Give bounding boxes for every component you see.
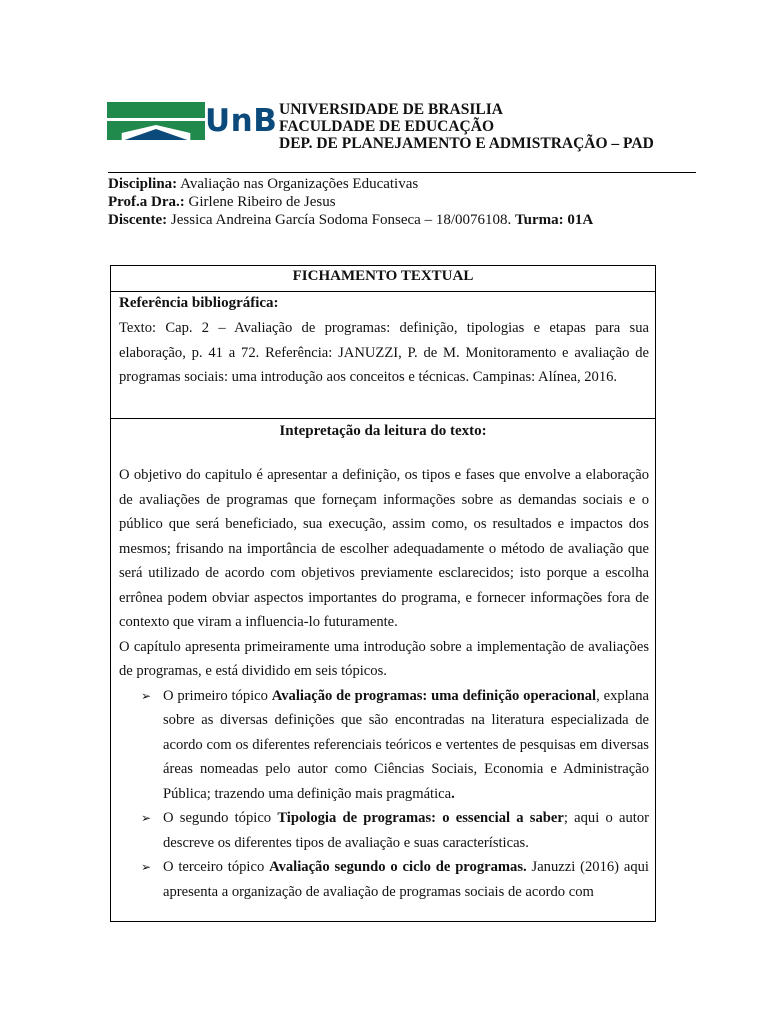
discente-value: Jessica Andreina García Sodoma Fonseca – 18/0076108. [170,212,512,228]
bullet-topic: Avaliação segundo o ciclo de programas. [269,859,527,875]
disciplina-value: Avaliação nas Organizações Educativas [180,176,419,192]
bullet-text: ; aqui o autor descreve os diferentes tipos de avaliação e suas características. [163,810,649,851]
arrow-bullet-icon: ➢ [141,860,152,874]
bullet-lead: O terceiro tópico [163,859,270,875]
reference-text: Texto: Cap. 2 – Avaliação de programas: definição, tipologias e etapas para sua elaboração, p. 41 a 72. Referência: JANUZZI, P. de M. Monitoramento e avaliação de programas sociais: uma introdução aos conceitos e técnicas. Campinas: Alínea, 2016. [119,320,649,385]
course-info [108,175,593,229]
fichamento-title: FICHAMENTO TEXTUAL [292,268,474,284]
professor-value: Girlene Ribeiro de Jesus [188,194,336,210]
arrow-bullet-icon: ➢ [141,688,152,703]
discente-label: Discente: [108,212,168,228]
bullet-text: , explana sobre as diversas definições que são encontradas na literatura especializada de acordo com os diferentes referenciais teóricos e vertentes de pesquisas em diversas áreas nomeadas pelo autor como Ciências Sociais, Economia e Administração Pública; trazendo uma definição mais pragmática [163,687,649,802]
institution-block [279,101,654,152]
professor-row [108,193,593,211]
interpretation-title: Intepretação da leitura do texto: [279,423,487,439]
arrow-bullet-icon: ➢ [141,811,152,825]
bullet-lead: O primeiro tópico [163,687,272,704]
logo-text: UnB [205,103,278,139]
paragraph-1: O objetivo do capitulo é apresentar a definição, os tipos e fases que envolve a elaboração de avaliações de programas que forneçam informações sobre as demandas sociais e o público que será beneficiado, sua execução, assim como, os resultados e impactos dos mesmos; frisando na importância de escolher adequadamente o método de avaliação que será utilizado de acordo com objetivos previamente esclarecidos; isto porque a escolha errônea podem obviar aspectos importantes do programa, e fornecer informações fora de contexto que viram a influencia-lo futuramente. [119,467,649,630]
paragraph-2: O capítulo apresenta primeiramente uma introdução sobre a implementação de avaliações de programas, e está dividido em seis tópicos. [119,638,649,679]
header-divider [108,172,696,173]
bullet-topic: Tipologia de programas: o essencial a saber [277,810,564,826]
unb-logo-icon [107,102,205,140]
bullet-topic: Avaliação de programas: uma definição operacional [271,687,597,704]
title-divider [111,291,655,292]
turma-label: Turma: 01A [515,212,594,228]
interpretation-body [119,463,649,904]
faculty-name: FACULDADE DE EDUCAÇÃO [279,118,494,135]
reference-section [111,266,655,419]
disciplina-label: Disciplina: [108,176,178,192]
department-name: DEP. DE PLANEJAMENTO E ADMISTRAÇÃO – PAD [279,135,654,152]
bullet-item [119,684,649,807]
institution-name: UNIVERSIDADE DE BRASILIA [279,101,503,118]
bullet-tail: . [451,785,455,802]
interpretation-section [111,419,655,900]
bullet-item [119,855,649,904]
reference-label: Referência bibliográfica: [119,295,279,311]
professor-label: Prof.a Dra.: [108,194,185,210]
bullet-lead: O segundo tópico [163,810,278,826]
bullet-text: Januzzi (2016) aqui apresenta a organização de avaliação de programas sociais de acordo com [163,859,649,900]
fichamento-table [110,265,656,922]
bullet-item [119,806,649,855]
discente-row [108,211,593,229]
disciplina-row [108,175,593,193]
